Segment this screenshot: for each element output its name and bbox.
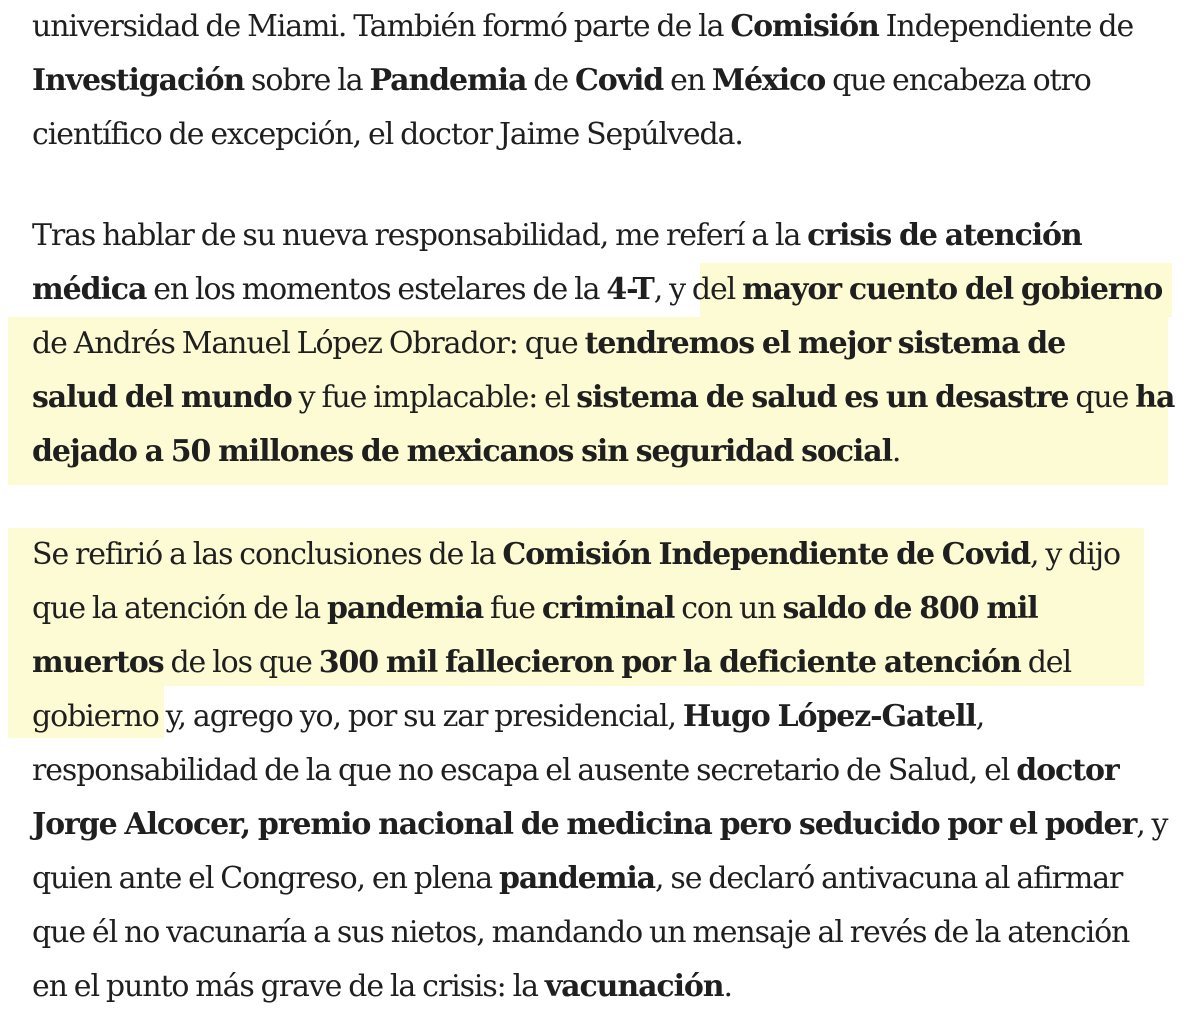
bold-text: ha <box>1135 380 1175 415</box>
bold-text: Comisión Independiente de Covid <box>502 537 1030 572</box>
text-run: del <box>1020 645 1071 680</box>
bold-text: Jorge Alcocer, premio nacional de medicina pero seducido por el poder <box>32 807 1137 842</box>
text-run: en <box>663 63 712 98</box>
bold-text: México <box>711 63 826 98</box>
bold-text: dejado a 50 millones de mexicanos sin seguridad social <box>32 434 892 469</box>
bold-text: 300 mil fallecieron por la deficiente atención <box>318 645 1021 680</box>
text-run: , se declaró antivacuna al afirmar <box>655 861 1123 896</box>
text-line <box>32 798 1167 852</box>
bold-text: médica <box>32 272 147 307</box>
text-run: responsabilidad de la que no escapa el ausente secretario de Salud, el <box>32 753 1017 788</box>
text-run: , y dijo <box>1030 537 1120 572</box>
bold-text: criminal <box>541 591 675 626</box>
text-line <box>32 960 732 1014</box>
bold-text: sistema de salud es un desastre <box>576 380 1069 415</box>
text-run: que él no vacunaría a sus nietos, mandando un mensaje al revés de la atención <box>32 915 1130 950</box>
text-line <box>32 209 1082 263</box>
text-run: sobre la <box>244 63 370 98</box>
text-run: . <box>891 434 901 469</box>
text-line <box>32 582 1038 636</box>
text-run: universidad de Miami. También formó parte de la <box>32 9 731 44</box>
bold-text: Comisión <box>730 9 879 44</box>
text-run: con un <box>674 591 783 626</box>
text-line <box>32 0 1133 54</box>
text-line <box>32 371 1174 425</box>
bold-text: crisis de atención <box>807 218 1082 253</box>
bold-text: pandemia <box>326 591 484 626</box>
text-line <box>32 108 743 162</box>
text-line <box>32 690 984 744</box>
text-line <box>32 263 1162 317</box>
bold-text: saldo de 800 mil <box>782 591 1038 626</box>
bold-text: Hugo López-Gatell <box>682 699 976 734</box>
text-line <box>32 528 1120 582</box>
text-run: quien ante el Congreso, en plena <box>32 861 499 896</box>
text-run: , <box>975 699 985 734</box>
text-run: , y del <box>653 272 743 307</box>
bold-text: mayor cuento del gobierno <box>742 272 1163 307</box>
text-run: científico de excepción, el doctor Jaime Sepúlveda. <box>32 117 743 152</box>
text-run: y, agrego yo, por su zar presidencial, <box>158 699 683 734</box>
bold-text: doctor <box>1016 753 1119 788</box>
bold-text: tendremos el mejor sistema de <box>584 326 1066 361</box>
text-line <box>32 744 1119 798</box>
text-run: : que <box>508 326 585 361</box>
bold-text: Pandemia <box>369 63 527 98</box>
text-line <box>32 636 1071 690</box>
text-line <box>32 852 1122 906</box>
text-run: en los momentos estelares de la <box>146 272 607 307</box>
text-run: y fue implacable: el <box>291 380 577 415</box>
text-run: de los que <box>163 645 319 680</box>
text-run: de <box>526 63 575 98</box>
text-run: Tras hablar de su nueva responsabilidad, me referí a la <box>32 218 808 253</box>
bold-text: Investigación <box>32 63 245 98</box>
bold-text: Covid <box>574 63 664 98</box>
text-run: Independiente de <box>878 9 1134 44</box>
text-run: de Andrés Manuel López Obrador <box>32 326 509 361</box>
bold-text: muertos <box>32 645 164 680</box>
text-run: . <box>723 969 732 1004</box>
text-run: en el punto más grave de la crisis: la <box>32 969 545 1004</box>
text-line <box>32 54 1091 108</box>
text-run: Se refirió a las conclusiones de la <box>32 537 503 572</box>
text-line <box>32 425 900 479</box>
bold-text: pandemia <box>498 861 656 896</box>
bold-text: vacunación <box>544 969 724 1004</box>
text-run: que la atención de la <box>32 591 327 626</box>
text-line <box>32 317 1065 371</box>
text-run: que encabeza otro <box>825 63 1091 98</box>
text-line <box>32 906 1129 960</box>
bold-text: salud del mundo <box>32 380 292 415</box>
text-run: , y <box>1136 807 1168 842</box>
bold-text: 4-T <box>606 272 654 307</box>
text-run: gobierno <box>32 699 159 734</box>
text-run: fue <box>483 591 542 626</box>
text-run: que <box>1068 380 1136 415</box>
